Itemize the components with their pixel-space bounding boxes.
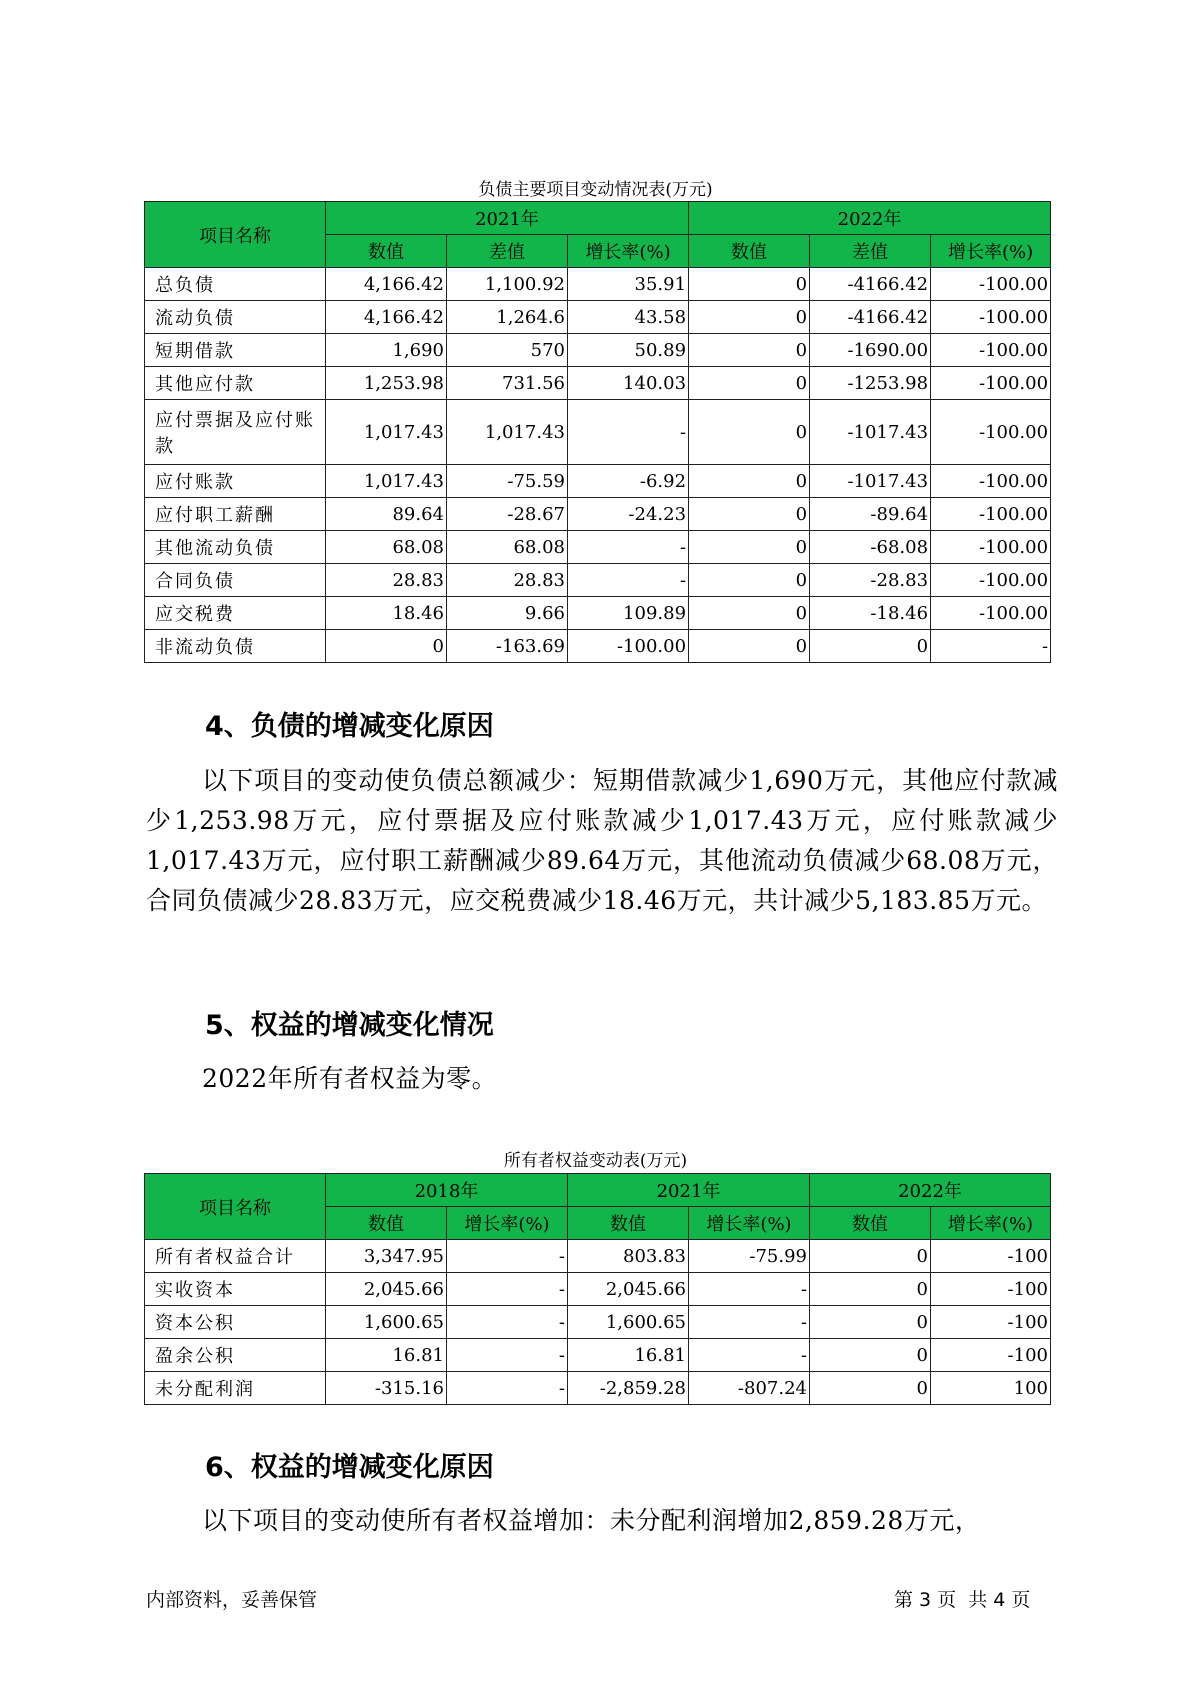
header-year-2021: 2021年 — [326, 202, 689, 235]
section5-paragraph: 2022年所有者权益为零。 — [202, 1064, 498, 1093]
table-cell: 731.56 — [447, 367, 568, 400]
table-cell: 4,166.42 — [326, 301, 447, 334]
header-value: 数值 — [326, 235, 447, 268]
table-cell: - — [931, 630, 1051, 663]
table-cell: 3,347.95 — [326, 1240, 447, 1273]
table-cell: -68.08 — [810, 531, 931, 564]
row-label: 资本公积 — [145, 1306, 326, 1339]
footer-confidential-note: 内部资料，妥善保管 — [146, 1589, 318, 1611]
table-cell: - — [447, 1306, 568, 1339]
table-cell: -18.46 — [810, 597, 931, 630]
table-cell: 109.89 — [568, 597, 689, 630]
row-label: 总负债 — [145, 268, 326, 301]
table-cell: 0 — [810, 1339, 931, 1372]
row-label: 应付票据及应付账款 — [145, 400, 326, 465]
table-cell: -100 — [931, 1339, 1051, 1372]
header-growth-rate: 增长率(%) — [931, 235, 1051, 268]
header-growth-rate: 增长率(%) — [689, 1207, 810, 1240]
table-cell: -24.23 — [568, 498, 689, 531]
table-cell: - — [568, 400, 689, 465]
table-row — [145, 1306, 1051, 1339]
table-cell: - — [447, 1240, 568, 1273]
table-row — [145, 531, 1051, 564]
table-row — [145, 498, 1051, 531]
table-cell: -1690.00 — [810, 334, 931, 367]
table-cell: -28.83 — [810, 564, 931, 597]
table-cell: 68.08 — [447, 531, 568, 564]
table-cell: -100.00 — [931, 597, 1051, 630]
table-cell: 50.89 — [568, 334, 689, 367]
table-cell: - — [447, 1339, 568, 1372]
header-year-2021: 2021年 — [568, 1174, 810, 1207]
table-row — [145, 334, 1051, 367]
table-cell: 0 — [689, 400, 810, 465]
header-growth-rate: 增长率(%) — [568, 235, 689, 268]
table-cell: 28.83 — [447, 564, 568, 597]
table-cell: -2,859.28 — [568, 1372, 689, 1405]
table-cell: -4166.42 — [810, 301, 931, 334]
table-cell: -100.00 — [568, 630, 689, 663]
table-cell: 570 — [447, 334, 568, 367]
table-cell: 89.64 — [326, 498, 447, 531]
row-label: 其他应付款 — [145, 367, 326, 400]
table-cell: 0 — [689, 564, 810, 597]
row-label: 所有者权益合计 — [145, 1240, 326, 1273]
header-value: 数值 — [568, 1207, 689, 1240]
table-cell: 16.81 — [568, 1339, 689, 1372]
section4-paragraph: 以下项目的变动使负债总额减少：短期借款减少1,690万元，其他应付款减少1,253.98万元，应付票据及应付账款减少1,017.43万元，应付账款减少1,017.43万元，应付职工薪酬减少89.64万元，其他流动负债减少68.08万元，合同负债减少28.83万元，应交税费减少18.46万元，共计减少5,183.85万元。 — [146, 766, 1058, 915]
table-cell: -6.92 — [568, 465, 689, 498]
table-cell: 0 — [689, 334, 810, 367]
section6-paragraph: 以下项目的变动使所有者权益增加：未分配利润增加2,859.28万元， — [202, 1506, 981, 1535]
row-label: 应付职工薪酬 — [145, 498, 326, 531]
table-cell: 0 — [810, 1240, 931, 1273]
header-growth-rate: 增长率(%) — [447, 1207, 568, 1240]
section6-heading: 6、权益的增减变化原因 — [205, 1452, 494, 1483]
header-diff: 差值 — [447, 235, 568, 268]
table-cell: 9.66 — [447, 597, 568, 630]
section5-heading: 5、权益的增减变化情况 — [205, 1010, 494, 1041]
table-cell: 4,166.42 — [326, 268, 447, 301]
table-cell: -89.64 — [810, 498, 931, 531]
table-cell: -100.00 — [931, 268, 1051, 301]
table-cell: 140.03 — [568, 367, 689, 400]
row-label: 合同负债 — [145, 564, 326, 597]
table-cell: 68.08 — [326, 531, 447, 564]
table-row — [145, 465, 1051, 498]
table-cell: -807.24 — [689, 1372, 810, 1405]
header-value: 数值 — [689, 235, 810, 268]
table-cell: 2,045.66 — [568, 1273, 689, 1306]
table-cell: -4166.42 — [810, 268, 931, 301]
table-row — [145, 1273, 1051, 1306]
table-cell: 0 — [689, 268, 810, 301]
row-label: 实收资本 — [145, 1273, 326, 1306]
liabilities-table — [144, 201, 1051, 663]
header-year-2018: 2018年 — [326, 1174, 568, 1207]
table-cell: -75.59 — [447, 465, 568, 498]
table-cell: 1,264.6 — [447, 301, 568, 334]
table-cell: 0 — [810, 1372, 931, 1405]
row-label: 盈余公积 — [145, 1339, 326, 1372]
table-cell: -100.00 — [931, 367, 1051, 400]
row-label: 流动负债 — [145, 301, 326, 334]
table-cell: - — [689, 1273, 810, 1306]
table-cell: 16.81 — [326, 1339, 447, 1372]
table-cell: 1,017.43 — [447, 400, 568, 465]
header-value: 数值 — [810, 1207, 931, 1240]
header-item-name: 项目名称 — [145, 1174, 326, 1240]
table-cell: 35.91 — [568, 268, 689, 301]
table-cell: 100 — [931, 1372, 1051, 1405]
header-diff: 差值 — [810, 235, 931, 268]
table1-caption: 负债主要项目变动情况表(万元) — [478, 180, 713, 200]
footer-page-number: 第 3 页 共 4 页 — [894, 1589, 1031, 1611]
table-cell: -28.67 — [447, 498, 568, 531]
header-growth-rate: 增长率(%) — [931, 1207, 1051, 1240]
table-cell: 1,017.43 — [326, 400, 447, 465]
header-year-2022: 2022年 — [810, 1174, 1051, 1207]
table-cell: -100.00 — [931, 334, 1051, 367]
row-label: 未分配利润 — [145, 1372, 326, 1405]
table-cell: -100.00 — [931, 498, 1051, 531]
table-cell: - — [447, 1372, 568, 1405]
table-cell: -75.99 — [689, 1240, 810, 1273]
table-row — [145, 1372, 1051, 1405]
table-cell: -100.00 — [931, 564, 1051, 597]
table-cell: -163.69 — [447, 630, 568, 663]
row-label: 应付账款 — [145, 465, 326, 498]
table-cell: -100.00 — [931, 531, 1051, 564]
table-cell: 43.58 — [568, 301, 689, 334]
table-cell: -1253.98 — [810, 367, 931, 400]
row-label: 其他流动负债 — [145, 531, 326, 564]
table-cell: 0 — [689, 630, 810, 663]
table-cell: 18.46 — [326, 597, 447, 630]
row-label: 短期借款 — [145, 334, 326, 367]
table-cell: -100.00 — [931, 400, 1051, 465]
table-cell: - — [447, 1273, 568, 1306]
table-cell: - — [689, 1306, 810, 1339]
table-cell: -100.00 — [931, 465, 1051, 498]
table-cell: 1,017.43 — [326, 465, 447, 498]
table-row — [145, 1240, 1051, 1273]
table-cell: - — [689, 1339, 810, 1372]
table-cell: 0 — [689, 367, 810, 400]
table-cell: 803.83 — [568, 1240, 689, 1273]
table2-caption: 所有者权益变动表(万元) — [503, 1151, 688, 1171]
table-cell: - — [568, 531, 689, 564]
table-cell: 1,600.65 — [568, 1306, 689, 1339]
table-cell: -315.16 — [326, 1372, 447, 1405]
table-cell: 0 — [810, 1273, 931, 1306]
table-cell: -100 — [931, 1273, 1051, 1306]
table-row — [145, 301, 1051, 334]
row-label: 非流动负债 — [145, 630, 326, 663]
table-cell: 0 — [810, 630, 931, 663]
table-cell: 1,253.98 — [326, 367, 447, 400]
table-row — [145, 597, 1051, 630]
table-cell: 28.83 — [326, 564, 447, 597]
table-row — [145, 268, 1051, 301]
row-label: 应交税费 — [145, 597, 326, 630]
table-cell: 0 — [689, 465, 810, 498]
header-year-2022: 2022年 — [689, 202, 1051, 235]
table-cell: 0 — [326, 630, 447, 663]
table-cell: 2,045.66 — [326, 1273, 447, 1306]
table-row — [145, 367, 1051, 400]
table-cell: -1017.43 — [810, 400, 931, 465]
table-cell: -1017.43 — [810, 465, 931, 498]
header-item-name: 项目名称 — [145, 202, 326, 268]
table-cell: 0 — [689, 498, 810, 531]
header-value: 数值 — [326, 1207, 447, 1240]
table-cell: - — [568, 564, 689, 597]
table-cell: -100 — [931, 1240, 1051, 1273]
table-row — [145, 564, 1051, 597]
section4-heading: 4、负债的增减变化原因 — [205, 711, 494, 742]
equity-table — [144, 1173, 1051, 1405]
table-cell: 0 — [689, 597, 810, 630]
table-cell: 0 — [810, 1306, 931, 1339]
table-row — [145, 630, 1051, 663]
table-cell: 0 — [689, 301, 810, 334]
table-cell: 0 — [689, 531, 810, 564]
table-cell: 1,600.65 — [326, 1306, 447, 1339]
table-cell: -100.00 — [931, 301, 1051, 334]
table-cell: 1,100.92 — [447, 268, 568, 301]
table-cell: 1,690 — [326, 334, 447, 367]
table-row — [145, 1339, 1051, 1372]
table-row — [145, 400, 1051, 465]
table-cell: -100 — [931, 1306, 1051, 1339]
